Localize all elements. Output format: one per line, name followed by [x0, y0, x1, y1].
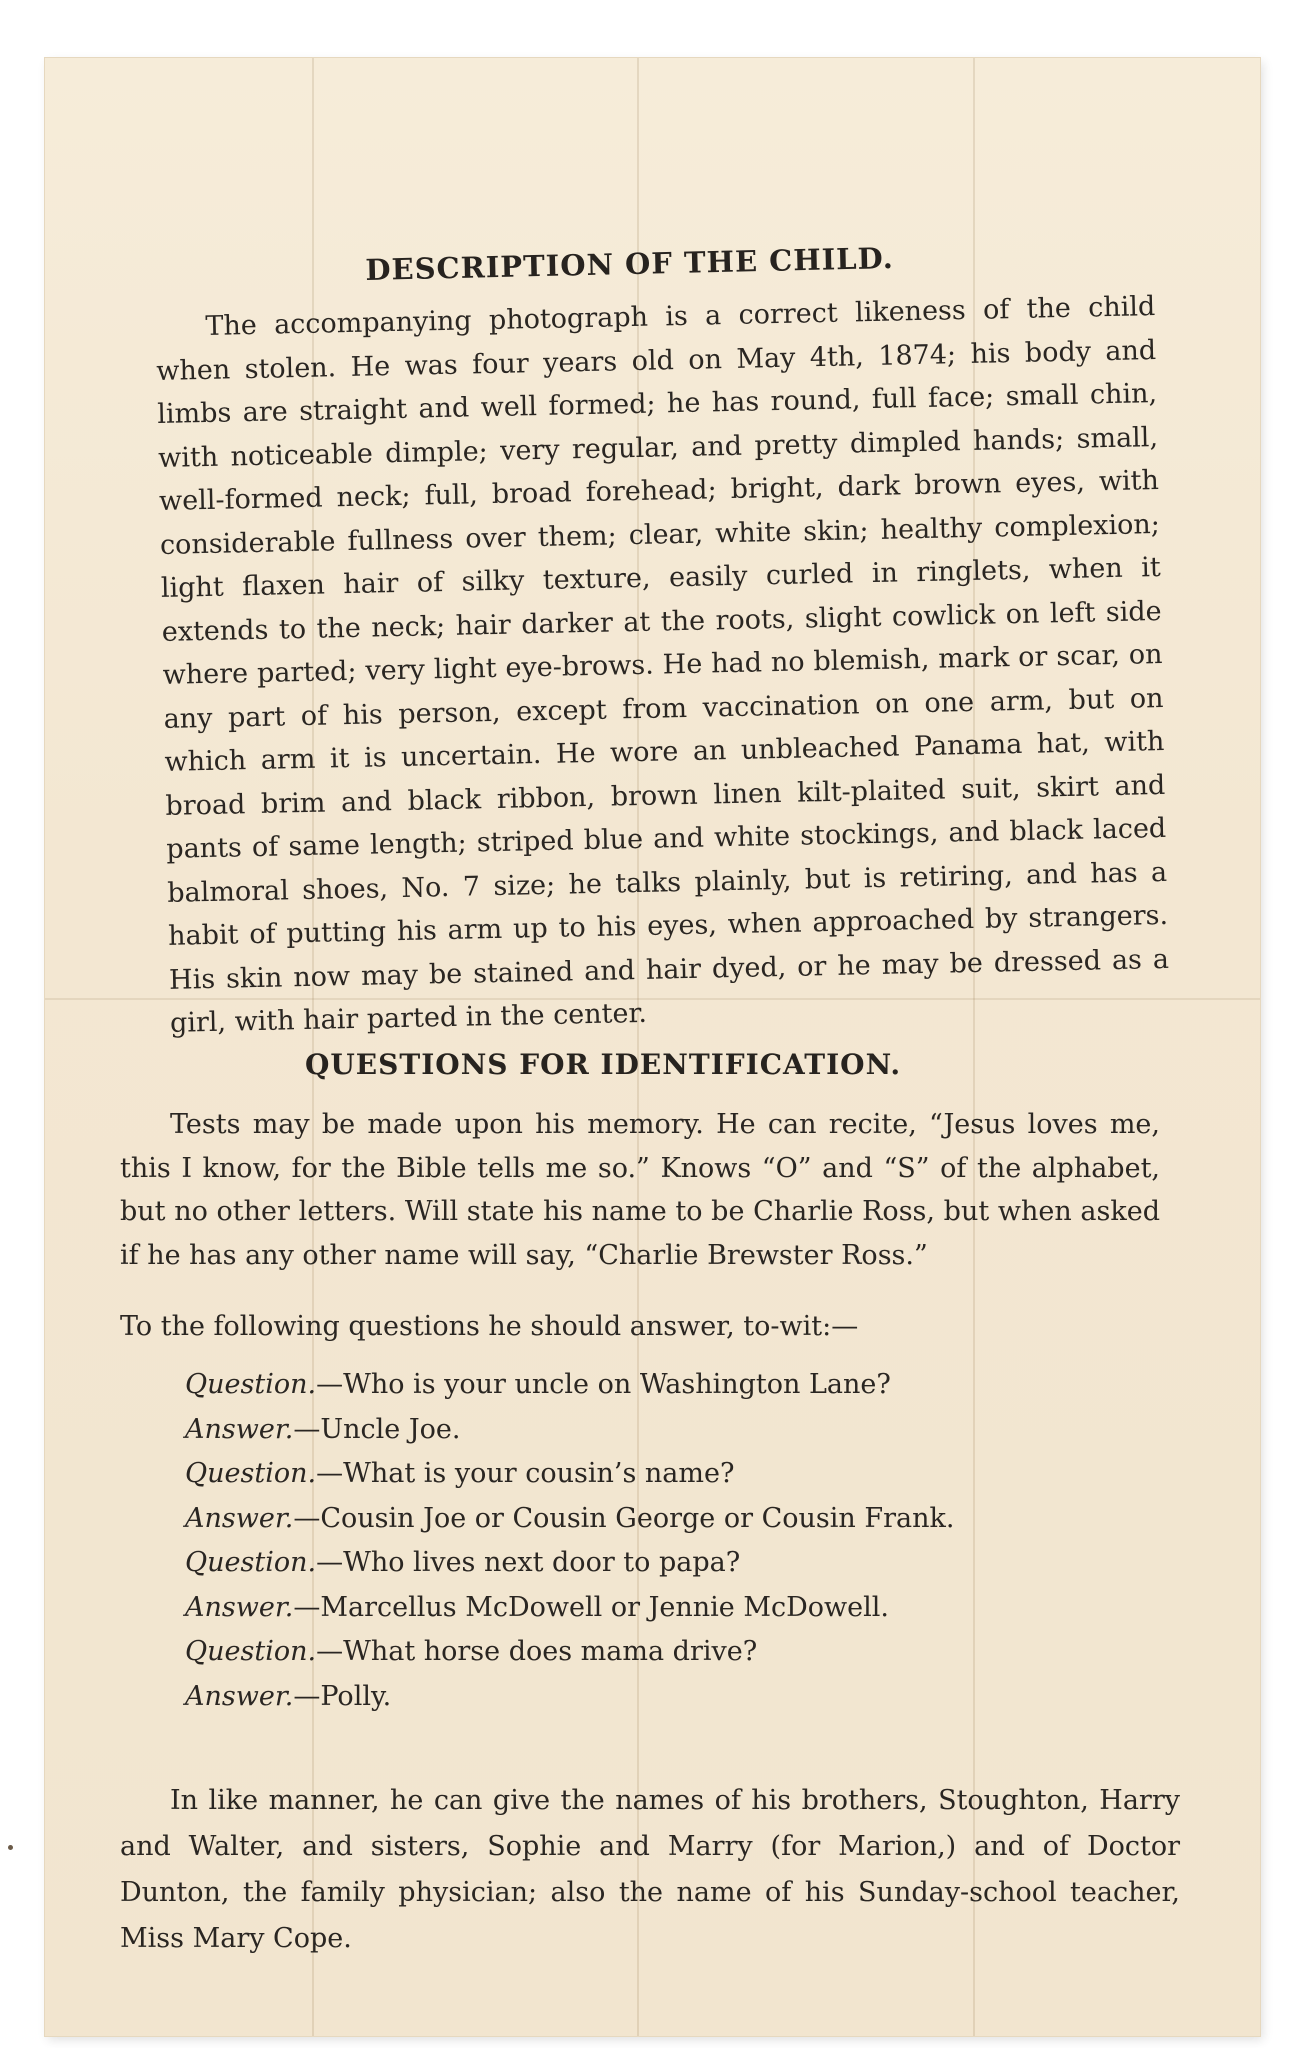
qa-text: —What is your cousin’s name?	[316, 1458, 735, 1489]
qa-text: —Uncle Joe.	[293, 1413, 461, 1445]
qa-text: —Marcellus McDowell or Jennie McDowell.	[293, 1591, 889, 1623]
qa-line	[185, 1541, 1085, 1586]
document-page	[45, 58, 1260, 2036]
qa-label: Question.	[185, 1547, 317, 1578]
questions-intro: To the following questions he should answer, to-wit:—	[120, 1311, 859, 1342]
qa-line	[185, 1675, 1085, 1720]
qa-label: Answer.	[185, 1502, 294, 1534]
qa-text: —Polly.	[293, 1680, 392, 1712]
qa-line	[185, 1630, 1085, 1675]
section-title-description: DESCRIPTION OF THE CHILD.	[365, 241, 895, 287]
qa-line	[185, 1497, 1085, 1542]
qa-label: Answer.	[185, 1591, 294, 1623]
qa-label: Question.	[185, 1636, 317, 1667]
qa-label: Question.	[185, 1458, 317, 1489]
qa-label: Question.	[185, 1369, 317, 1400]
qa-line	[185, 1586, 1085, 1631]
qa-line	[185, 1452, 1085, 1497]
margin-dot	[8, 1845, 13, 1850]
qa-text: —Cousin Joe or Cousin George or Cousin Frank.	[293, 1502, 955, 1534]
qa-line	[185, 1408, 1085, 1453]
closing-paragraph: In like manner, he can give the names of his brothers, Stoughton, Harry and Walter, and sisters, Sophie and Marry (for Marion,) and of Doctor Dunton, the family physician; also the name of his Sunday-school teacher, Miss Mary Cope.	[120, 1785, 1180, 1954]
question-answer-list	[185, 1363, 1085, 1719]
section-title-questions: QUESTIONS FOR IDENTIFICATION.	[305, 1048, 902, 1081]
qa-label: Answer.	[185, 1413, 294, 1445]
qa-text: —Who lives next door to papa?	[316, 1547, 741, 1578]
qa-label: Answer.	[185, 1680, 294, 1712]
qa-line	[185, 1363, 1085, 1408]
qa-text: —What horse does mama drive?	[316, 1636, 758, 1667]
description-paragraph: The accompanying photograph is a correct likeness of the child when stolen. He was four years old on May 4th, 1874; his body and limbs are straight and well formed; he has round, full face; small chin, with noticeable dimple; very regular, and pretty dimpled hands; small, well-formed neck; full, broad forehead; bright, dark brown eyes, with considerable fullness over them; clear, white skin; healthy complexion; light flaxen hair of silky texture, easily curled in ringlets, when it extends to the neck; hair darker at the roots, slight cowlick on left side where parted; very light eye-brows. He had no blemish, mark or scar, on any part of his person, except from vaccination on one arm, but on which arm it is uncertain. He wore an unbleached Panama hat, with broad brim and black ribbon, brown linen kilt-plaited suit, skirt and pants of same length; striped blue and white stockings, and black laced balmoral shoes, No. 7 size; he talks plainly, but is retiring, and has a habit of putting his arm up to his eyes, when approached by strangers. His skin now may be stained and hair dyed, or he may be dressed as a girl, with hair parted in the center.	[156, 291, 1170, 1039]
qa-text: —Who is your uncle on Washington Lane?	[316, 1369, 891, 1400]
memory-tests-paragraph: Tests may be made upon his memory. He can recite, “Jesus loves me, this I know, for the Bible tells me so.” Knows “O” and “S” of the alphabet, but no other letters. Will state his name to be Charlie Ross, but when asked if he has any other name will say, “Charlie Brewster Ross.”	[120, 1109, 1160, 1271]
